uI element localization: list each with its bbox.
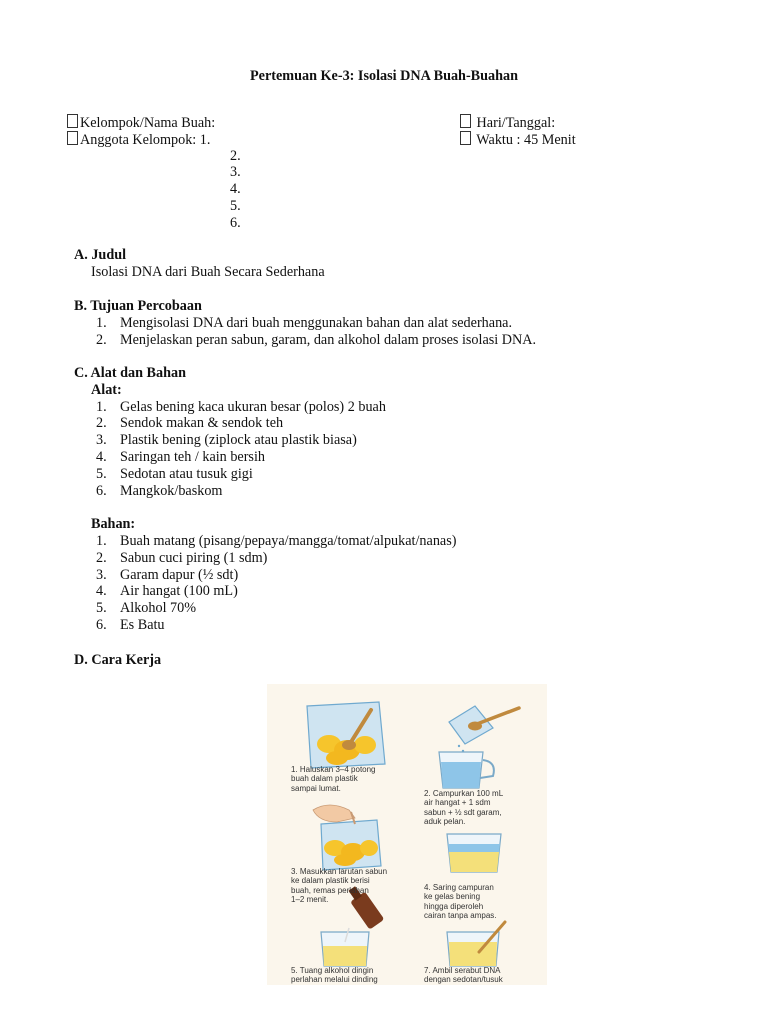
list-number: 5.	[96, 600, 107, 617]
list-text: Sabun cuci piring (1 sdm)	[120, 549, 268, 566]
section-heading: C. Alat dan Bahan	[74, 365, 186, 381]
tools-list	[74, 399, 456, 500]
list-text: Buah matang (pisang/pepaya/mangga/tomat/alpukat/nanas)	[120, 532, 457, 549]
materials-list	[74, 533, 456, 634]
materials-label: Bahan:	[91, 516, 136, 533]
list-text: Air hangat (100 mL)	[120, 583, 238, 600]
time-line	[460, 131, 576, 148]
member-number: 2.	[230, 147, 241, 164]
missing-glyph-icon	[460, 131, 471, 145]
step-2-caption: 2. Campurkan 100 mL air hangat + 1 sdm sabun + ½ sdt garam, aduk pelan.	[424, 789, 504, 827]
date-line	[460, 114, 576, 131]
list-item	[74, 617, 456, 634]
step1-bag-illustration	[307, 702, 385, 768]
list-number: 1.	[96, 398, 107, 415]
list-number: 4.	[96, 448, 107, 465]
list-item	[74, 449, 456, 466]
section-heading: B. Tujuan Percobaan	[74, 298, 202, 314]
step3-bag-illustration	[313, 805, 381, 870]
step7-glass-illustration	[447, 922, 505, 966]
judul-text: Isolasi DNA dari Buah Secara Sederhana	[91, 263, 325, 280]
list-item	[74, 315, 536, 332]
step2-cup-illustration	[439, 706, 519, 788]
list-text: Menjelaskan peran sabun, garam, dan alkohol dalam proses isolasi DNA.	[120, 331, 537, 348]
member-number: 6.	[230, 214, 241, 231]
list-number: 1.	[96, 314, 107, 331]
section-cara-kerja	[74, 652, 161, 669]
member-number: 3.	[230, 164, 241, 181]
list-text: Garam dapur (½ sdt)	[120, 566, 239, 583]
list-item	[74, 483, 456, 500]
list-item	[74, 600, 456, 617]
list-number: 1.	[96, 532, 107, 549]
list-item	[74, 415, 456, 432]
list-number: 3.	[96, 432, 107, 449]
list-item	[74, 432, 456, 449]
procedure-drawing	[267, 684, 547, 985]
date-label: Hari/Tanggal:	[473, 115, 556, 131]
list-text: Saringan teh / kain bersih	[120, 448, 265, 465]
missing-glyph-icon	[67, 114, 78, 128]
list-text: Es Batu	[120, 616, 165, 633]
list-number: 2.	[96, 415, 107, 432]
section-alat-bahan	[74, 365, 456, 634]
list-item	[74, 533, 456, 550]
members-label: Anggota Kelompok: 1.	[80, 131, 211, 148]
list-item	[74, 466, 456, 483]
step-1-caption: 1. Haluskan 3–4 potong buah dalam plastik sampai lumat.	[291, 765, 376, 793]
list-item	[74, 332, 536, 349]
list-text: Sedotan atau tusuk gigi	[120, 465, 253, 482]
group-label: Kelompok/Nama Buah:	[80, 115, 216, 131]
list-item	[74, 550, 456, 567]
list-item	[74, 583, 456, 600]
section-heading: D. Cara Kerja	[74, 652, 162, 668]
list-number: 5.	[96, 465, 107, 482]
section-tujuan	[74, 298, 536, 348]
step4-glass-illustration	[447, 834, 501, 872]
list-number: 4.	[96, 583, 107, 600]
list-text: Gelas bening kaca ukuran besar (polos) 2 buah	[120, 398, 386, 415]
member-number: 4.	[230, 181, 241, 198]
section-judul	[74, 247, 325, 281]
step-4-caption: 4. Saring campuran ke gelas bening hingga diperoleh cairan tanpa ampas.	[424, 883, 497, 921]
list-number: 2.	[96, 549, 107, 566]
list-item	[74, 567, 456, 584]
step-3-caption: 3. Masukkan larutan sabun ke dalam plastik berisi buah, remas perlahan 1–2 menit.	[291, 867, 388, 905]
missing-glyph-icon	[67, 131, 78, 145]
members-line	[67, 131, 241, 148]
missing-glyph-icon	[460, 114, 471, 128]
list-text: Sendok makan & sendok teh	[120, 415, 284, 432]
member-number: 5.	[230, 197, 241, 214]
list-number: 2.	[96, 331, 107, 348]
list-text: Plastik bening (ziplock atau plastik biasa)	[120, 432, 357, 449]
list-number: 3.	[96, 566, 107, 583]
step-5-caption: 5. Tuang alkohol dingin perlahan melalui dinding	[291, 966, 378, 985]
identity-right	[460, 114, 576, 148]
tools-label: Alat:	[91, 381, 122, 398]
group-line	[67, 114, 241, 131]
section-heading: A. Judul	[74, 247, 127, 263]
identity-left	[67, 114, 241, 232]
list-text: Alkohol 70%	[120, 600, 197, 617]
list-number: 6.	[96, 482, 107, 499]
list-text: Mangkok/baskom	[120, 482, 223, 499]
time-label: Waktu : 45 Menit	[473, 131, 576, 148]
tujuan-list	[74, 315, 536, 349]
step-7-caption: 7. Ambil serabut DNA dengan sedotan/tusuk	[424, 966, 503, 985]
list-text: Mengisolasi DNA dari buah menggunakan bahan dan alat sederhana.	[120, 314, 513, 331]
list-item	[74, 399, 456, 416]
procedure-illustration	[267, 684, 547, 985]
page-title: Pertemuan Ke-3: Isolasi DNA Buah-Buahan	[249, 68, 518, 84]
list-number: 6.	[96, 616, 107, 633]
